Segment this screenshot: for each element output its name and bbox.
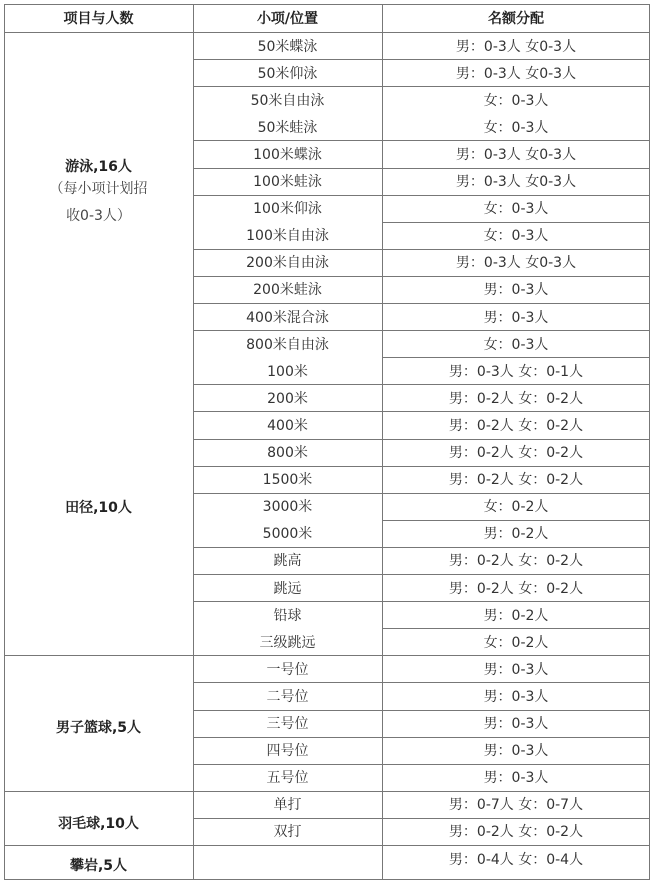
subitem-cell: 400米 [267, 417, 308, 434]
table-right-border [649, 4, 650, 880]
category-swimming-note-line1: （每小项计划招 [49, 180, 148, 197]
row-divider [193, 303, 650, 304]
subitem-cell [193, 845, 382, 872]
row-divider [193, 764, 650, 765]
quota-cell: 男：0-3人 女0-3人 [455, 38, 577, 55]
table-row [4, 493, 650, 520]
quota-cell: 男：0-3人 [483, 716, 549, 732]
row-divider [193, 195, 650, 196]
quota-cell: 男：0-3人 女0-3人 [455, 65, 577, 82]
subitem-cell: 跳远 [273, 580, 302, 597]
subitem-cell: 100米蛙泳 [253, 174, 322, 190]
table-row [4, 655, 650, 682]
table-row [4, 59, 650, 86]
subitem-cell: 50米仰泳 [257, 65, 318, 82]
quota-cell: 男：0-3人 [483, 688, 549, 705]
quota-cell: 男：0-2人 女：0-2人 [448, 417, 584, 434]
subitem-cell: 三级跳远 [259, 634, 316, 651]
row-divider [193, 601, 650, 602]
column-divider [193, 4, 194, 880]
subitem-cell: 跳高 [273, 553, 302, 570]
subitem-cell: 铅球 [273, 607, 302, 624]
table-row [4, 737, 650, 764]
quota-cell: 男：0-2人 女：0-2人 [448, 553, 584, 570]
row-divider [382, 222, 650, 223]
table-left-border [4, 4, 5, 880]
quota-table [4, 4, 650, 884]
category-swimming-note-line2: 收0-3人） [66, 207, 131, 224]
table-row [4, 710, 650, 737]
subitem-cell: 100米 [267, 363, 308, 380]
quota-cell: 男：0-3人 [483, 661, 549, 678]
row-divider [193, 818, 650, 819]
subitem-cell: 400米混合泳 [246, 309, 329, 326]
subitem-cell: 单打 [273, 797, 302, 814]
row-divider [193, 737, 650, 738]
table-row [4, 845, 650, 872]
table-row [4, 574, 650, 601]
table-row [4, 466, 650, 493]
table-row [4, 682, 650, 709]
quota-cell: 男：0-4人 女：0-4人 [448, 851, 584, 868]
row-divider [193, 682, 650, 683]
header-quota-allocation: 名额分配 [488, 11, 544, 27]
table-row [4, 411, 650, 438]
row-divider [193, 547, 650, 548]
category-divider [4, 655, 650, 656]
table-row [4, 520, 650, 547]
subitem-cell: 50米蝶泳 [257, 38, 318, 55]
quota-cell: 男：0-3人 [483, 743, 549, 760]
subitem-cell: 200米 [267, 390, 308, 407]
quota-cell: 男：0-2人 女：0-2人 [448, 445, 584, 461]
subitem-cell: 三号位 [266, 716, 309, 732]
row-divider [193, 86, 650, 87]
subitem-cell: 一号位 [266, 661, 309, 678]
row-divider [193, 710, 650, 711]
category-climbing-name: 攀岩,5人 [69, 858, 128, 874]
quota-cell: 女：0-2人 [483, 499, 549, 516]
column-divider [382, 4, 383, 880]
subitem-cell: 1500米 [262, 472, 313, 489]
table-bottom-border [4, 879, 650, 880]
subitem-cell: 四号位 [266, 743, 309, 760]
table-row [4, 113, 650, 140]
category-badminton-name: 羽毛球,10人 [58, 816, 139, 832]
row-divider [382, 628, 650, 629]
subitem-cell: 5000米 [262, 526, 313, 543]
table-row [4, 303, 650, 330]
quota-cell: 男：0-2人 女：0-2人 [448, 390, 584, 407]
category-swimming-name: 游泳,16人 [65, 158, 132, 175]
category-track-field-name: 田径,10人 [65, 499, 132, 516]
quota-cell: 男：0-3人 女0-3人 [455, 255, 577, 272]
subitem-cell: 100米蝶泳 [253, 146, 322, 163]
table-row [4, 330, 650, 357]
table-header-row [4, 4, 650, 32]
subitem-cell: 100米仰泳 [253, 201, 322, 218]
table-row [4, 439, 650, 466]
table-row [4, 86, 650, 113]
table-row [4, 140, 650, 167]
quota-cell: 女：0-3人 [483, 119, 549, 136]
subitem-cell: 100米自由泳 [246, 228, 329, 245]
quota-cell: 男：0-7人 女：0-7人 [448, 797, 584, 814]
quota-cell: 女：0-3人 [483, 92, 549, 109]
subitem-cell: 双打 [273, 824, 302, 841]
subitem-cell: 200米蛙泳 [253, 282, 322, 299]
row-divider [193, 168, 650, 169]
quota-cell: 男：0-3人 女0-3人 [455, 174, 577, 190]
quota-cell: 女：0-3人 [483, 336, 549, 353]
table-row [4, 384, 650, 411]
quota-cell: 男：0-2人 [483, 526, 549, 543]
row-divider [382, 357, 650, 358]
row-divider [193, 276, 650, 277]
subitem-cell: 3000米 [262, 499, 313, 516]
subitem-cell: 800米自由泳 [246, 336, 329, 353]
row-divider [382, 520, 650, 521]
table-row [4, 791, 650, 818]
subitem-cell: 50米自由泳 [250, 92, 325, 109]
table-row [4, 32, 650, 59]
table-row [4, 357, 650, 384]
row-divider [193, 384, 650, 385]
table-row [4, 195, 650, 222]
header-bottom-border [4, 32, 650, 33]
table-row [4, 168, 650, 195]
header-project-count: 项目与人数 [63, 11, 134, 27]
quota-cell: 男：0-3人 [483, 282, 549, 299]
table-row [4, 628, 650, 655]
quota-cell: 男：0-3人 女0-3人 [455, 146, 577, 163]
row-divider [193, 330, 650, 331]
table-row [4, 222, 650, 249]
table-row [4, 276, 650, 303]
subitem-cell: 800米 [267, 445, 308, 461]
quota-cell: 女：0-3人 [483, 201, 549, 218]
row-divider [193, 574, 650, 575]
quota-cell: 男：0-3人 [483, 309, 549, 326]
table-row [4, 249, 650, 276]
table-row [4, 818, 650, 845]
quota-cell: 女：0-2人 [483, 634, 549, 651]
table-row [4, 764, 650, 791]
row-divider [193, 249, 650, 250]
category-basketball-name: 男子篮球,5人 [55, 720, 142, 736]
subitem-cell: 50米蛙泳 [257, 119, 318, 136]
quota-cell: 男：0-3人 女：0-1人 [448, 363, 584, 380]
row-divider [193, 59, 650, 60]
subitem-cell: 二号位 [266, 688, 309, 705]
quota-cell: 男：0-2人 女：0-2人 [448, 580, 584, 597]
quota-cell: 男：0-3人 [483, 770, 549, 787]
row-divider [193, 411, 650, 412]
table-row [4, 547, 650, 574]
row-divider [193, 493, 650, 494]
quota-cell: 男：0-2人 女：0-2人 [448, 472, 584, 489]
header-subitem-position: 小项/位置 [256, 11, 319, 27]
category-divider [4, 845, 650, 846]
quota-cell: 男：0-2人 [483, 607, 549, 624]
row-divider [193, 466, 650, 467]
table-row [4, 601, 650, 628]
quota-cell: 男：0-2人 女：0-2人 [448, 824, 584, 841]
row-divider [193, 439, 650, 440]
row-divider [193, 140, 650, 141]
table-top-border [4, 4, 650, 5]
category-divider [4, 791, 650, 792]
subitem-cell: 五号位 [266, 770, 309, 787]
subitem-cell: 200米自由泳 [246, 255, 329, 272]
quota-cell: 女：0-3人 [483, 228, 549, 245]
